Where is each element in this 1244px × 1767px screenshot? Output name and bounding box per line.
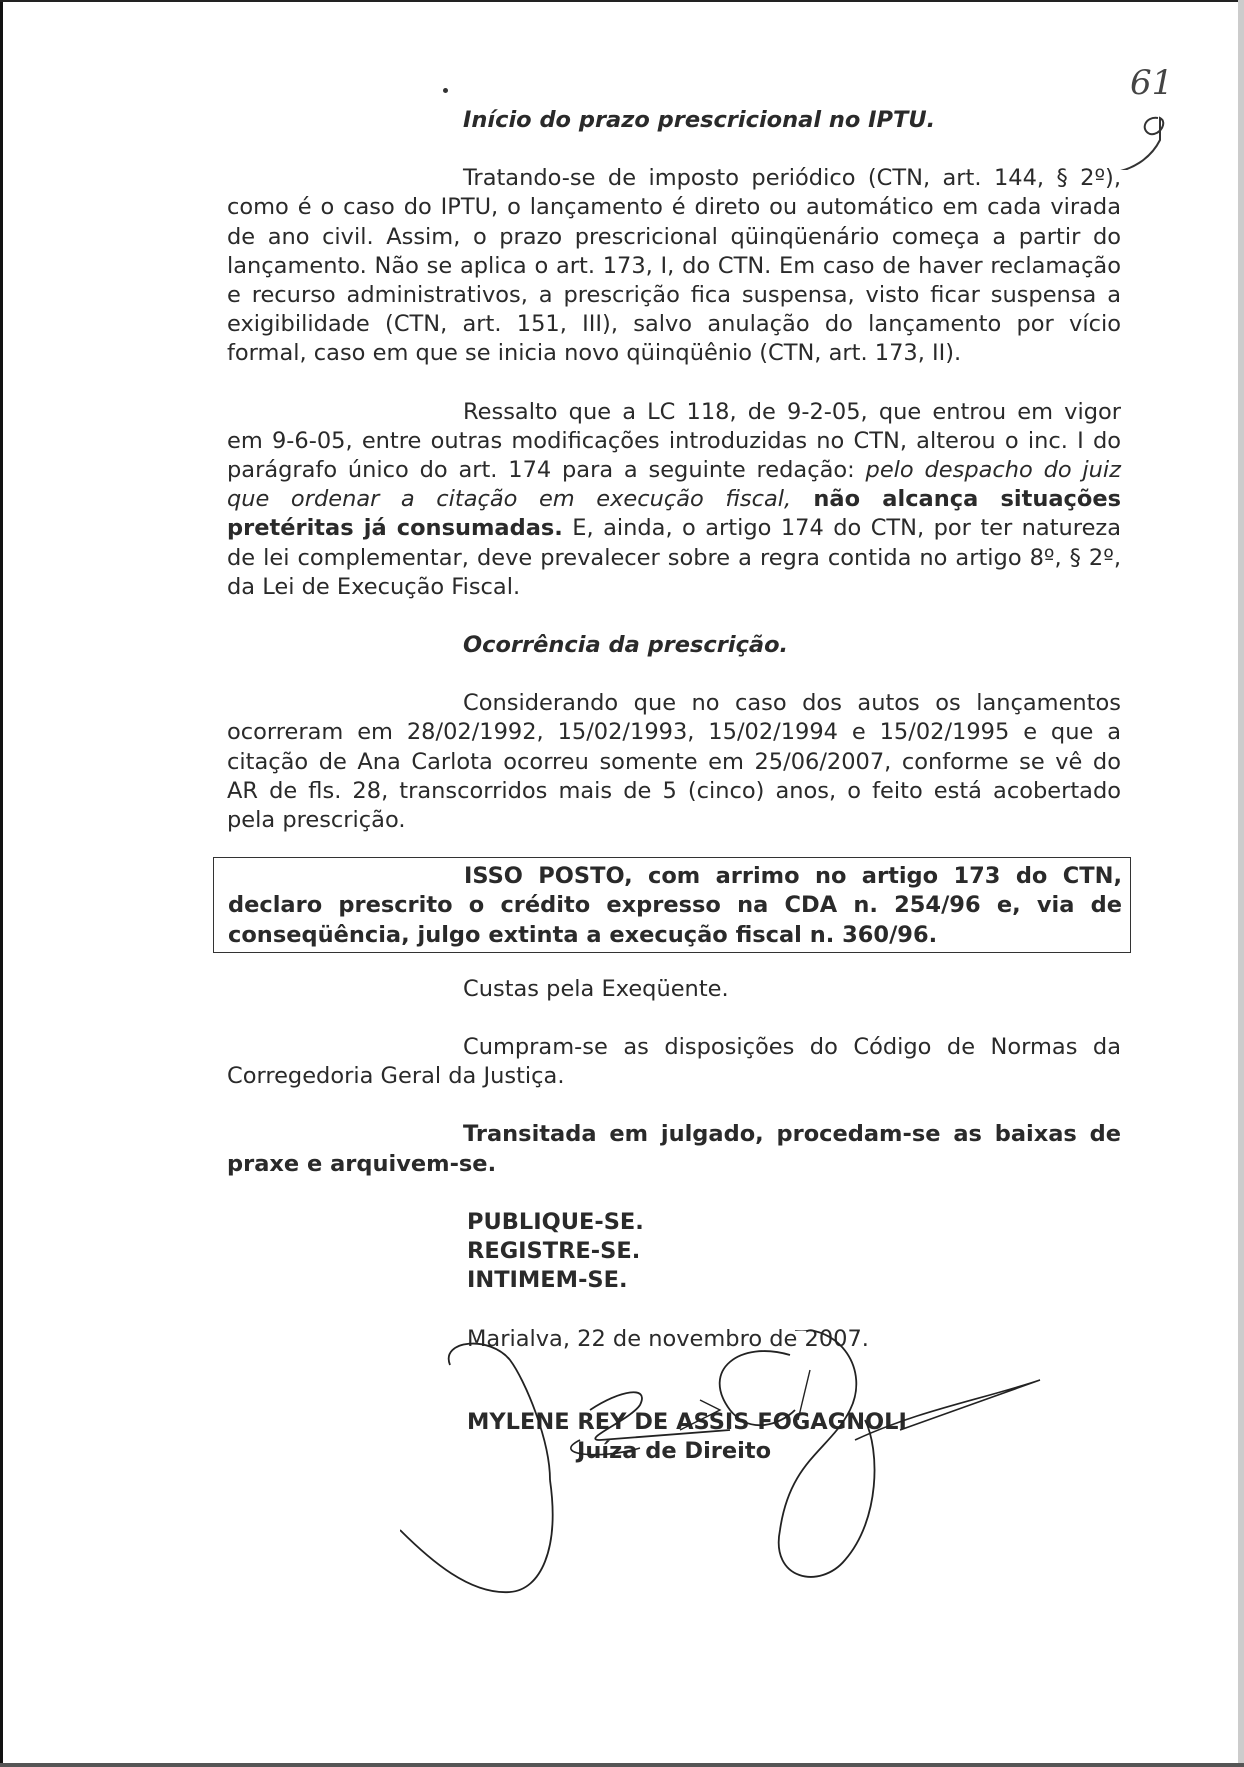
paragraph-lc118-bold: não alcança situações pretéritas já consumadas. <box>227 486 1121 542</box>
place-date: Marialva, 22 de novembro de 2007. <box>467 1325 869 1352</box>
paragraph-lc118 <box>227 398 1121 602</box>
final-order: Transitada em julgado, procedam-se as baixas de praxe e arquivem-se. <box>227 1121 1121 1177</box>
paragraph-iptu: Tratando-se de imposto periódico (CTN, art. 144, § 2º), como é o caso do IPTU, o lançamento é direto ou automático em cada virada de ano civil. Assim, o prazo prescricional qüinqüenário começa a partir do lançamento. Não se aplica o art. 173, I, do CTN. Em caso de haver reclamação e recurso administrativos, a prescrição fica suspensa, visto ficar suspensa a exigibilidade (CTN, art. 151, III), salvo anulação do lançamento por vício formal, caso em que se inicia novo qüinqüênio (CTN, art. 173, II). <box>227 165 1121 367</box>
scan-edge-right <box>1238 0 1244 1767</box>
signature-stroke-icon <box>449 1344 550 1480</box>
section-heading-iptu: Início do prazo prescricional no IPTU. <box>463 107 936 133</box>
decision-box <box>213 857 1131 953</box>
signature-stroke-icon <box>855 1380 1040 1440</box>
scan-edge-bottom <box>0 1763 1244 1767</box>
publish-line: PUBLIQUE-SE. <box>467 1208 644 1235</box>
notify-line: INTIMEM-SE. <box>467 1267 628 1294</box>
costs-line: Custas pela Exeqüente. <box>463 975 729 1002</box>
paragraph-lc118-part-b: E, ainda, o artigo 174 do CTN, por ter natureza de lei complementar, deve prevalecer sobre a regra contida no artigo 8º, § 2º, da Lei de Execução Fiscal. <box>227 515 1122 600</box>
document-body <box>227 106 1121 1466</box>
signature-stroke-icon <box>400 1480 553 1592</box>
signature-stroke-icon <box>798 1370 810 1420</box>
scan-edge-left <box>0 0 3 1767</box>
section-heading-prescricao: Ocorrência da prescrição. <box>463 632 789 659</box>
paragraph-ocorrencia: Considerando que no caso dos autos os lançamentos ocorreram em 28/02/1992, 15/02/1993, 15/02/1994 e 15/02/1995 e que a citação de Ana Carlota ocorreu somente em 25/06/2007, conforme se vê do AR de fls. 28, transcorridos mais de 5 (cinco) anos, o feito está acobertado pela prescrição. <box>227 690 1121 834</box>
handwritten-signature <box>400 1330 1100 1620</box>
page-number-text: 61 <box>1130 63 1174 103</box>
folio-stroke-icon <box>1115 118 1163 170</box>
signature-stroke-icon <box>779 1330 875 1577</box>
compliance-paragraph: Cumpram-se as disposições do Código de Normas da Corregedoria Geral da Justiça. <box>227 1034 1121 1090</box>
register-line: REGISTRE-SE. <box>467 1238 641 1265</box>
judge-name: MYLENE REY DE ASSIS FOGAGNOLI <box>467 1408 907 1435</box>
signature-stroke-icon <box>720 1351 795 1425</box>
scan-edge-top <box>0 0 1244 2</box>
judge-title: Juíza de Direito <box>577 1437 772 1464</box>
stray-dot <box>443 88 448 93</box>
paragraph-lc118-italic: pelo despacho do juiz que ordenar a citação em execução fiscal, <box>227 457 1121 513</box>
decision-text: ISSO POSTO, com arrimo no artigo 173 do CTN, declaro prescrito o crédito expresso na CDA n. 254/96 e, via de conseqüência, julgo extinta a execução fiscal n. 360/96. <box>228 863 1122 948</box>
signature-stroke-icon <box>571 1440 640 1455</box>
signature-stroke-icon <box>680 1400 720 1430</box>
paragraph-lc118-part-a: Ressalto que a LC 118, de 9-2-05, que entrou em vigor em 9-6-05, entre outras modificações introduzidas no CTN, alterou o inc. I do parágrafo único do art. 174 para a seguinte redação: <box>227 398 1121 484</box>
